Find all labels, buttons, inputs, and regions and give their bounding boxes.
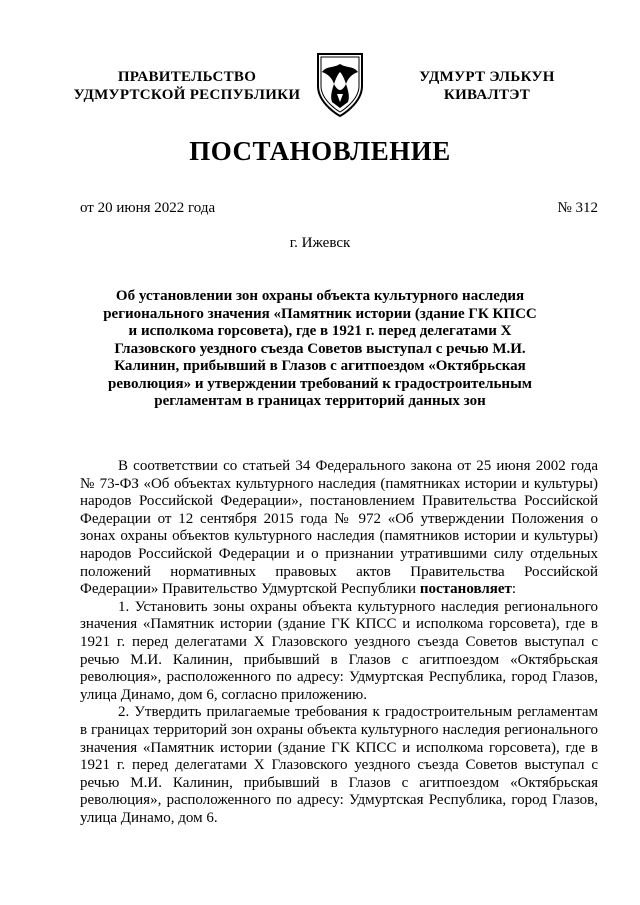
document-number: № 312 — [557, 200, 598, 216]
preamble-paragraph — [80, 458, 598, 599]
item-1-paragraph: 1. Установить зоны охраны объекта культурного наследия регионального значения «Памятник истории (здание ГК КПСС и исполкома горсовета), где в 1921 г. перед делегатами X Глазовского уездного съезда Советов выступал с речью М.И. Калинин, прибывший в Глазов с агитпоездом «Октябрьская революция», расположенного по адресу: Удмуртская Республика, город Глазов, улица Динамо, дом 6, согласно приложению. — [80, 598, 598, 703]
issuer-russian — [62, 68, 312, 104]
document-body — [80, 458, 598, 827]
preamble-text: В соответствии со статьей 34 Федерального закона от 25 июня 2002 года № 73-ФЗ «Об объектах культурного наследия (памятниках истории и культуры) народов Российской Федерации», постановлением Правительства Российской Федерации от 12 сентября 2015 года № 972 «Об утверждении Положения о зонах охраны объектов культурного наследия (памятников истории и культуры) народов Российской Федерации и о признании утратившими силу отдельных положений нормативных правовых актов Правительства Российской Федерации» Правительство Удмуртской Республики — [80, 458, 598, 598]
decree-word: постановляет — [419, 581, 512, 598]
document-title: Об установлении зон охраны объекта культурного наследия регионального значения «Памятник истории (здание ГК КПСС и исполкома горсовета), где в 1921 г. перед делегатами X Глазовского уездного съезда Советов выступал с речью М.И. Калинин, прибывший в Глазов с агитпоездом «Октябрьская революция» и утверждении требований к градостроительным регламентам в границах территорий данных зон — [103, 288, 537, 409]
document-type-heading: ПОСТАНОВЛЕНИЕ — [189, 136, 451, 166]
issuer-russian-line2: УДМУРТСКОЙ РЕСПУБЛИКИ — [73, 87, 301, 103]
issuer-udmurt-line2: КИВАЛТЭТ — [443, 87, 531, 103]
item-2-paragraph: 2. Утвердить прилагаемые требования к градостроительным регламентам в границах территорий зон охраны объекта культурного наследия регионального значения «Памятник истории (здание ГК КПСС и исполкома горсовета), где в 1921 г. перед делегатами X Глазовского уездного съезда Советов выступал с речью М.И. Калинин, прибывший в Глазов с агитпоездом «Октябрьская революция», расположенного по адресу: Удмуртская Республика, город Глазов, улица Динамо, дом 6. — [80, 704, 598, 826]
issuer-russian-line1: ПРАВИТЕЛЬСТВО — [117, 69, 257, 85]
document-city: г. Ижевск — [289, 235, 351, 251]
udmurt-coat-of-arms-icon — [310, 50, 370, 118]
document-date: от 20 июня 2022 года — [80, 200, 216, 216]
decree-colon: : — [511, 581, 517, 598]
issuer-udmurt-line1: УДМУРТ ЭЛЬКУН — [419, 69, 555, 85]
issuer-udmurt — [392, 68, 582, 104]
